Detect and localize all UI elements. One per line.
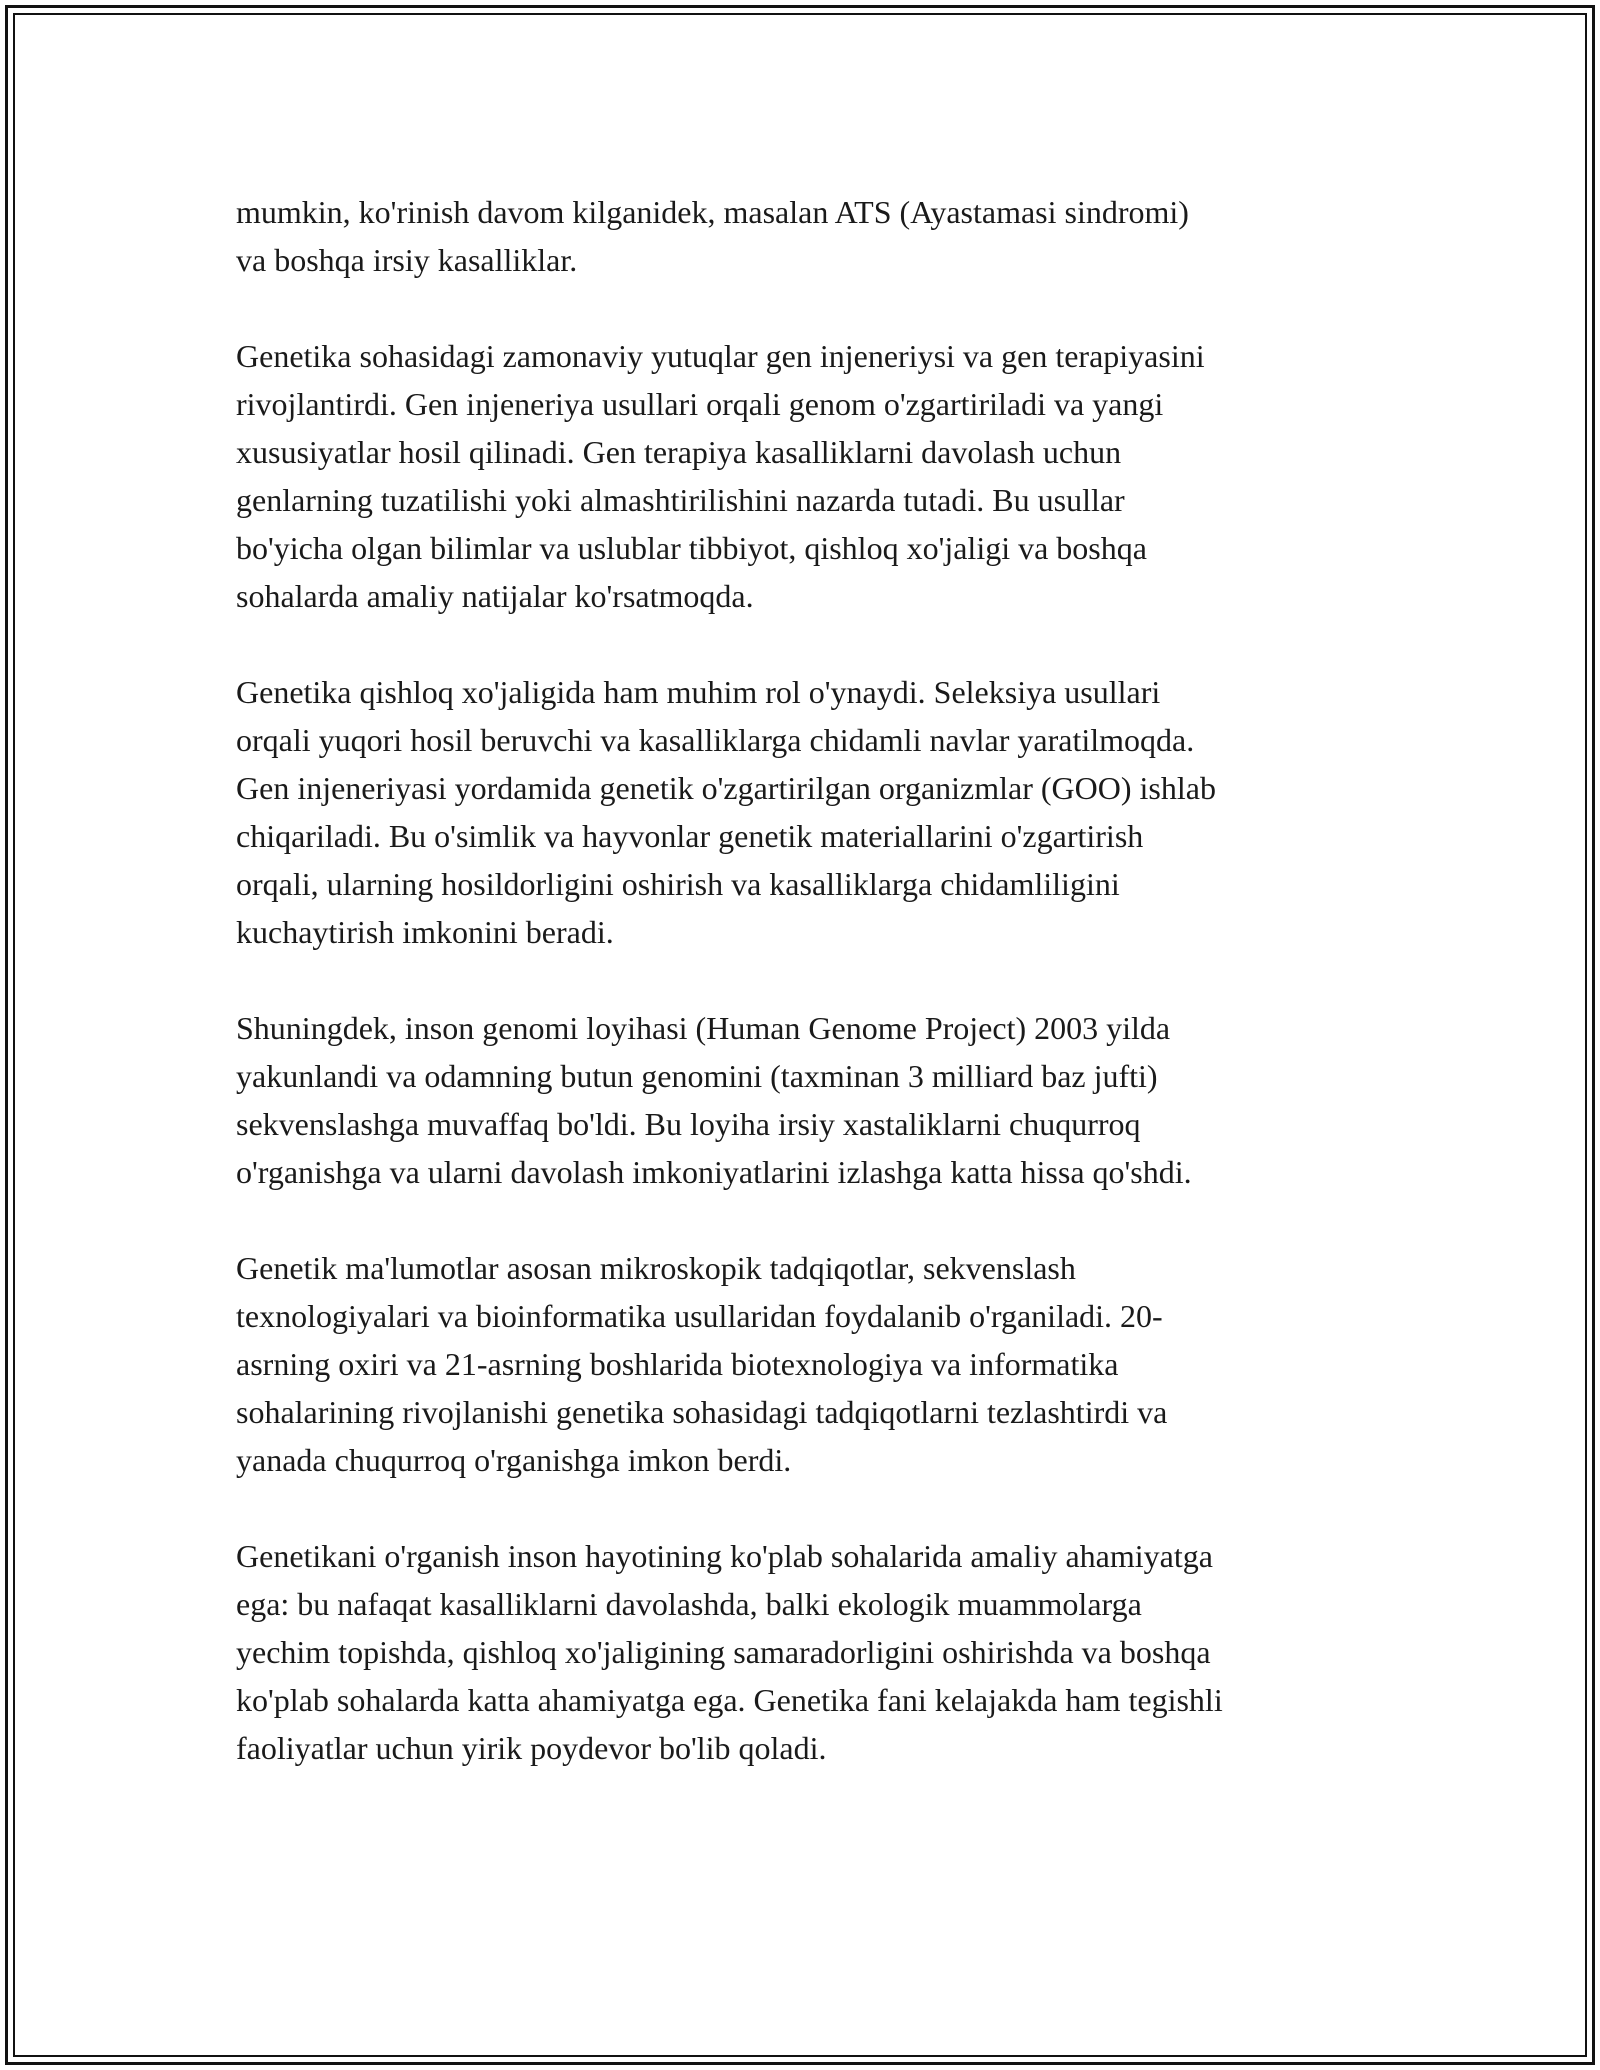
paragraph-3: Genetika qishloq xo'jaligida ham muhim rol o'ynaydi. Seleksiya usullari orqali yuqori hosil beruvchi va kasalliklarga chidamli navlar yaratilmoqda. Gen injeneriyasi yordamida genetik o'zgartirilgan organizmlar (GOO) ishlab chiqariladi. Bu o'simlik va hayvonlar genetik materiallarini o'zgartirish orqali, ularning hosildorligini oshirish va kasalliklarga chidamliligini kuchaytirish imkonini beradi. — [236, 674, 1216, 950]
paragraph-2: Genetika sohasidagi zamonaviy yutuqlar gen injeneriysi va gen terapiyasini rivojlantirdi. Gen injeneriya usullari orqali genom o'zgartiriladi va yangi xususiyatlar hosil qilinadi. Gen terapiya kasalliklarni davolash uchun genlarning tuzatilishi yoki almashtirilishini nazarda tutadi. Bu usullar bo'yicha olgan bilimlar va uslublar tibbiyot, qishloq xo'jaligi va boshqa sohalarda amaliy natijalar ko'rsatmoqda. — [236, 338, 1205, 614]
paragraph-5: Genetik ma'lumotlar asosan mikroskopik tadqiqotlar, sekvenslash texnologiyalari va bioinformatika usullaridan foydalanib o'rganiladi. 20- asrning oxiri va 21-asrning boshlarida biotexnologiya va informatika sohalarining rivojlanishi genetika sohasidagi tadqiqotlarni tezlashtirdi va yanada chuqurroq o'rganishga imkon berdi. — [236, 1250, 1168, 1478]
paragraph-1: mumkin, ko'rinish davom kilganidek, masalan ATS (Ayastamasi sindromi) va boshqa irsiy kasalliklar. — [236, 194, 1189, 278]
document-body — [236, 188, 1376, 1772]
paragraph-6: Genetikani o'rganish inson hayotining ko'plab sohalarida amaliy ahamiyatga ega: bu nafaqat kasalliklarni davolashda, balki ekologik muammolarga yechim topishda, qishloq xo'jaligining samaradorligini oshirishda va boshqa ko'plab sohalarda katta ahamiyatga ega. Genetika fani kelajakda ham tegishli faoliyatlar uchun yirik poydevor bo'lib qoladi. — [236, 1538, 1223, 1766]
paragraph-4: Shuningdek, inson genomi loyihasi (Human Genome Project) 2003 yilda yakunlandi va odamning butun genomini (taxminan 3 milliard baz jufti) sekvenslashga muvaffaq bo'ldi. Bu loyiha irsiy xastaliklarni chuqurroq o'rganishga va ularni davolash imkoniyatlarini izlashga katta hissa qo'shdi. — [236, 1010, 1192, 1190]
